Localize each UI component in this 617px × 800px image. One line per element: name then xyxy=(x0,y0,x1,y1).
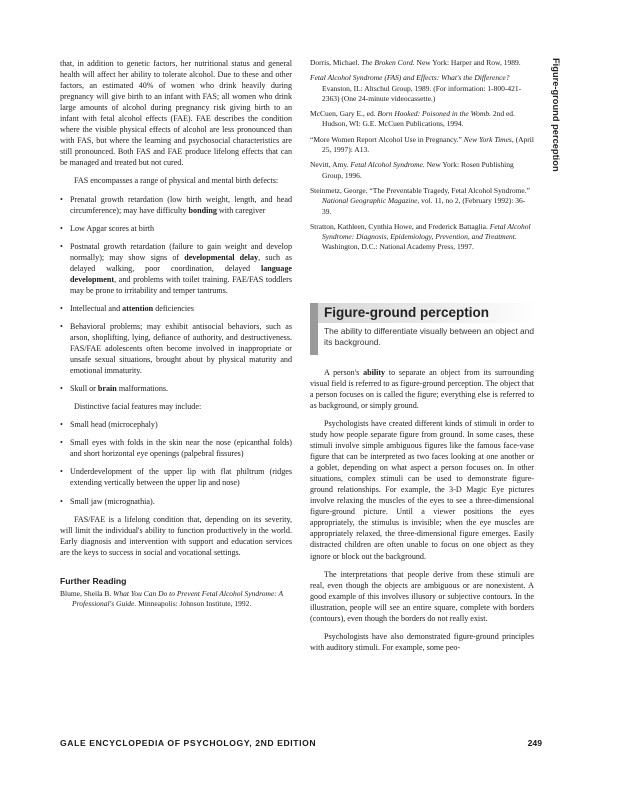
reference: Blume, Sheila B. What You Can Do to Prevent Fetal Alcohol Syndrome: A Professional's Guide. Minneapolis: Johnson Institute, 1992. xyxy=(60,588,283,609)
list-item: • Underdevelopment of the upper lip with flat philtrum (ridges extending vertically between the upper lip and nose) xyxy=(60,466,292,488)
list-item: • Behavioral problems; may exhibit antisocial behaviors, such as arson, shoplifting, lying, defiance of authority, and destructiveness. FAS/FAE adolescents often become involved in inappropriate or unsafe sexual situations, brought about by physical maturity and emotional immaturity. xyxy=(60,321,292,376)
paragraph: FAS encompasses a range of physical and mental birth defects: xyxy=(74,176,279,186)
left-column xyxy=(60,58,292,614)
list-item: • Skull or brain malformations. xyxy=(60,383,292,394)
list-item: • Small eyes with folds in the skin near the nose (epicanthal folds) and short horizontal eye openings (palpebral fissures) xyxy=(60,437,292,459)
list-item: • Small head (microcephaly) xyxy=(60,419,292,430)
page-number: 249 xyxy=(527,738,542,748)
glossary-term[interactable]: language development xyxy=(70,263,292,284)
side-tab xyxy=(545,58,563,178)
list-item: • Postnatal growth retardation (failure to gain weight and develop normally); may show signs of developmental delay, such as delayed walking, poor coordination, delayed language development, and problems with toilet training. FAE/FAS toddlers may be prone to irritability and temper tantrums. xyxy=(60,241,292,296)
section-header xyxy=(310,303,534,355)
publication-title: GALE ENCYCLOPEDIA OF PSYCHOLOGY, 2ND EDITION xyxy=(60,738,317,748)
paragraph: A person's ability to separate an object from its surrounding visual field is referred to as figure-ground perception. The object that a person focuses on is called the figure; everything else is referred to as background, or simply ground. xyxy=(310,367,534,410)
reference: “More Women Report Alcohol Use in Pregnancy.” New York Times, (April 25, 1997): A13. xyxy=(310,134,534,155)
defects-list xyxy=(60,194,292,395)
facial-features-list xyxy=(60,419,292,506)
reference: Fetal Alcohol Syndrome (FAS) and Effects: What's the Difference? Evanston, IL: Altschul Group, 1989. (For information: 1-800-421-2363) (One 24-minute videocassette.) xyxy=(310,73,522,103)
glossary-term[interactable]: brain xyxy=(97,384,117,394)
paragraph: Psychologists have created different kinds of stimuli in order to study how people separate figure from ground. In some cases, these stimuli involve simple ambiguous figures like the famous face-vase figure that can be interpreted as two faces looking at one another or a goblet, depending on what aspect a person focuses on. In other situations, complex stimuli can be used to demonstrate figure-ground relationships. For example, the 3-D Magic Eye pictures involve relaxing the muscles of the eyes to see a three-dimensional figure-ground picture. Until a viewer positions the eyes appropriately, the stimulus is invisible; when the eye muscles are appropriately relaxed, the three-dimensional figure emerges. Easily distracted children are often unable to focus on one object as they ignore or block out the background. xyxy=(310,418,534,561)
reference-list xyxy=(310,58,534,253)
reference: Nevitt, Amy. Fetal Alcohol Syndrome. New York: Rosen Publishing Group, 1996. xyxy=(310,160,514,180)
section-bar xyxy=(310,303,318,355)
right-column xyxy=(310,58,534,653)
list-item: • Prenatal growth retardation (low birth weight, length, and head circumference); may have difficulty bonding with caregiver xyxy=(60,194,292,216)
list-item: • Intellectual and attention deficiencies xyxy=(60,303,292,314)
glossary-term[interactable]: ability xyxy=(363,367,386,377)
paragraph: Psychologists have also demonstrated figure-ground principles with auditory stimuli. For example, some peo- xyxy=(310,631,534,652)
reference: Stratton, Kathleen, Cynthia Howe, and Frederick Battaglia. Fetal Alcohol Syndrome: Diagnosis, Epidemiology, Prevention, and Treatment. Washington, D.C.: National Academy Press, 1997. xyxy=(310,221,531,252)
list-item: • Small jaw (micrognathia). xyxy=(60,496,292,507)
list-item: • Low Apgar scores at birth xyxy=(60,223,292,234)
section-definition: The ability to differentiate visually between an object and its background. xyxy=(324,325,534,348)
paragraph: The interpretations that people derive from these stimuli are real, even though the objects are ambiguous or are nonexistent. A good example of this involves illusory or subjective contours. In the illustration, people will see an entire square, complete with borders (contours), even though the borders do not really exist. xyxy=(310,569,534,623)
section-title: Figure-ground perception xyxy=(324,304,489,320)
glossary-term[interactable]: attention xyxy=(122,303,154,313)
reference: Dorris, Michael. The Broken Cord. New York: Harper and Row, 1989. xyxy=(310,58,521,67)
glossary-term[interactable]: developmental delay xyxy=(184,252,259,262)
page-footer xyxy=(60,738,542,752)
paragraph: FAS/FAE is a lifelong condition that, depending on its severity, will limit the individual's ability to function productively in the world. Early diagnosis and intervention with support and education services are the keys to success in social and vocational settings. xyxy=(60,514,292,557)
paragraph: that, in addition to genetic factors, her nutritional status and general health will affect her ability to tolerate alcohol. Due to these and other factors, an estimated 40% of women who drink heavily during pregnancy will give birth to an infant with FAS; all women who drink large amounts of alcohol during pregnancy risk giving birth to an infant with fetal alcohol effects (FAE). FAE describes the condition where the visible physical effects of alcohol are less pronounced than with FAS, but where the learning and psychosocial characteristics are still pronounced. Both FAS and FAE produce lifelong effects that can be managed and treated but not cured. xyxy=(60,59,292,168)
glossary-term[interactable]: bonding xyxy=(188,205,217,215)
further-reading-heading: Further Reading xyxy=(60,575,127,586)
reference: Steinmetz, George. “The Preventable Tragedy, Fetal Alcohol Syndrome.” National Geographic Magazine, vol. 11, no 2, (February 1992): 36-39. xyxy=(310,185,530,216)
side-tab-label: Figure-ground perception xyxy=(551,58,561,172)
paragraph: Distinctive facial features may include: xyxy=(74,402,202,412)
reference: McCuen, Gary E., ed. Born Hooked: Poisoned in the Womb. 2nd ed. Hudson, WI: G.E. McCuen Publications, 1994. xyxy=(310,109,515,129)
